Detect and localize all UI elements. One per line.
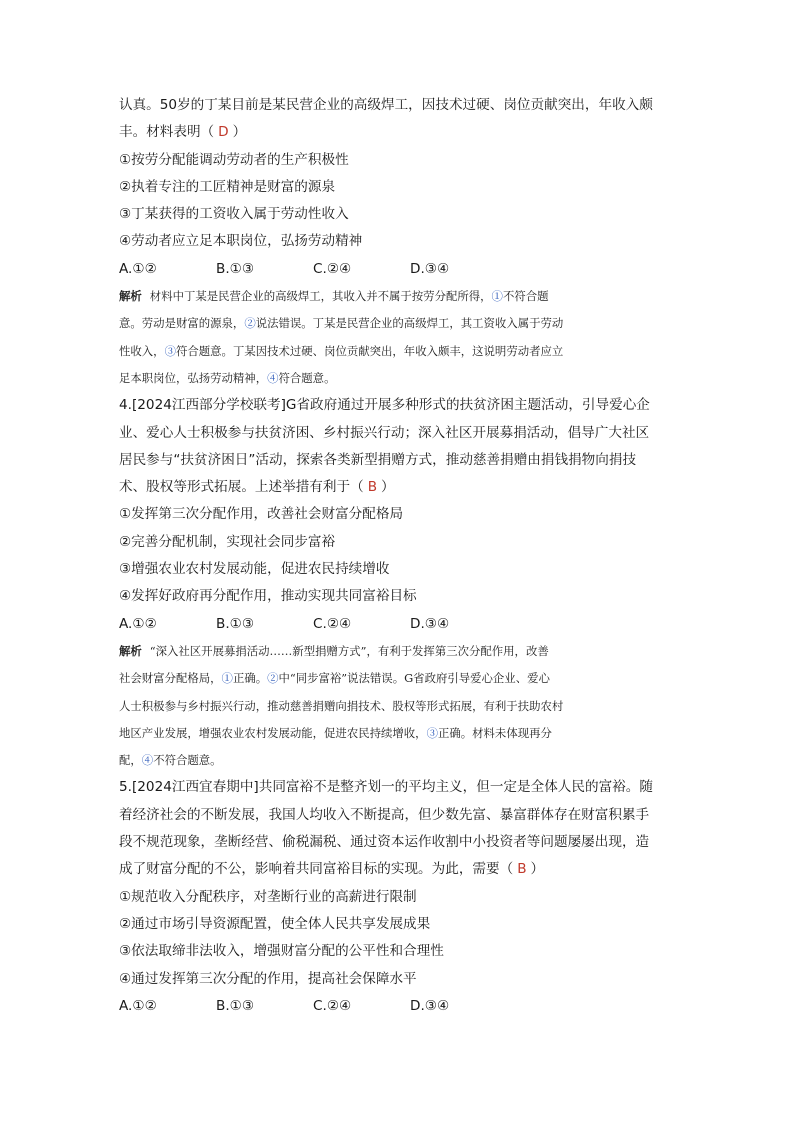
q3-choice-a: A.①② bbox=[119, 260, 157, 277]
q3-stem-text: 丰。材料表明（ bbox=[119, 124, 215, 141]
q5-choice-c: C.②④ bbox=[313, 997, 352, 1014]
q4-exp-text: 中“同步富裕”说法错误。G省政府引导爱心企业、爱心 bbox=[278, 671, 550, 686]
q5-choices bbox=[119, 993, 679, 1020]
q3-exp-mark: ③ bbox=[164, 343, 176, 358]
q3-option-1: ①按劳分配能调动劳动者的生产积极性 bbox=[119, 151, 349, 168]
q3-choice-c: C.②④ bbox=[313, 260, 352, 277]
q5-stem-close: ） bbox=[530, 861, 545, 878]
document-page bbox=[119, 92, 679, 1020]
q3-exp-text: 意。劳动是财富的源泉， bbox=[119, 316, 245, 331]
q3-exp-text: 足本职岗位，弘扬劳动精神， bbox=[119, 370, 268, 385]
q4-exp-text: “深入社区开展募捐活动……新型捐赠方式”，有利于发挥第三次分配作用，改善 bbox=[149, 643, 549, 658]
q5-stem-line-1: 5.[2024江西宜春期中]共同富裕不是整齐划一的平均主义，但一定是全体人民的富裕。随 bbox=[119, 779, 653, 796]
q3-exp-text: 不符合题 bbox=[502, 289, 549, 304]
q4-exp-text: 配， bbox=[119, 753, 142, 768]
q4-option-3: ③增强农业农村发展动能，促进农民持续增收 bbox=[119, 561, 390, 578]
q3-stem-close: ） bbox=[232, 124, 247, 141]
q4-explanation-line-4 bbox=[119, 720, 679, 747]
q3-option-2: ②执着专注的工匠精神是财富的源泉 bbox=[119, 178, 336, 195]
q3-choice-b: B.①③ bbox=[216, 260, 255, 277]
q3-exp-text: 材料中丁某是民营企业的高级焊工，其收入并不属于按劳分配所得， bbox=[149, 289, 492, 304]
q4-exp-text: 地区产业发展，增强农业农村发展动能，促进农民持续增收， bbox=[119, 725, 427, 740]
q3-explanation-line-2 bbox=[119, 310, 679, 337]
q4-exp-text: 社会财富分配格局， bbox=[119, 671, 222, 686]
q3-stem-line-2 bbox=[119, 119, 679, 146]
q3-exp-mark: ① bbox=[491, 289, 503, 304]
q5-choice-a: A.①② bbox=[119, 997, 157, 1014]
q5-stem-line-4 bbox=[119, 856, 679, 883]
q3-exp-mark: ④ bbox=[267, 370, 279, 385]
q4-choices bbox=[119, 611, 679, 638]
q3-option-3: ③丁某获得的工资收入属于劳动性收入 bbox=[119, 206, 349, 223]
q4-exp-text: 正确。材料未体现再分 bbox=[437, 725, 552, 740]
q3-exp-text: 符合题意。丁某因技术过硬、岗位贡献突出，年收入颇丰，这说明劳动者应立 bbox=[175, 343, 564, 358]
q3-exp-text: 说法错误。丁某是民营企业的高级焊工，其工资收入属于劳动 bbox=[255, 316, 564, 331]
q3-answer: D bbox=[218, 124, 229, 141]
q4-exp-mark: ① bbox=[221, 671, 233, 686]
q5-answer: B bbox=[517, 861, 527, 878]
q4-exp-text: 正确。 bbox=[232, 671, 268, 686]
q3-exp-text: 符合题意。 bbox=[278, 370, 336, 385]
q4-choice-a: A.①② bbox=[119, 615, 157, 632]
q5-choice-b: B.①③ bbox=[216, 997, 255, 1014]
q4-exp-mark: ④ bbox=[141, 753, 154, 768]
q3-explanation-line-4 bbox=[119, 365, 679, 392]
q5-option-1: ①规范收入分配秩序，对垄断行业的高薪进行限制 bbox=[119, 888, 417, 905]
q4-option-4: ④发挥好政府再分配作用，推动实现共同富裕目标 bbox=[119, 588, 417, 605]
q4-stem-close: ） bbox=[381, 479, 395, 496]
q4-explanation-label: 解析 bbox=[119, 643, 142, 658]
q3-explanation-line-3 bbox=[119, 338, 679, 365]
q3-exp-text: 性收入， bbox=[119, 343, 165, 358]
q4-stem-text: 术、股权等形式拓展。上述举措有利于（ bbox=[119, 479, 364, 496]
q4-choice-c: C.②④ bbox=[313, 615, 352, 632]
q4-explanation-line-1 bbox=[119, 638, 679, 665]
q4-explanation-line-3: 人士积极参与乡村振兴行动，推动慈善捐赠向捐技术、股权等形式拓展，有利于扶助农村 bbox=[119, 698, 564, 713]
q4-stem-line-2: 业、爱心人士积极参与扶贫济困、乡村振兴行动；深入社区开展募捐活动，倡导广大社区 bbox=[119, 424, 650, 441]
q5-option-3: ③依法取缔非法收入，增强财富分配的公平性和合理性 bbox=[119, 943, 444, 960]
q3-explanation-line-1 bbox=[119, 283, 679, 310]
q3-stem-line-1: 认真。50岁的丁某目前是某民营企业的高级焊工，因技术过硬、岗位贡献突出，年收入颇 bbox=[119, 97, 653, 113]
q4-option-2: ②完善分配机制，实现社会同步富裕 bbox=[119, 533, 336, 550]
q4-choice-d: D.③④ bbox=[410, 615, 450, 632]
q3-choice-d: D.③④ bbox=[410, 260, 450, 277]
q3-explanation-label: 解析 bbox=[119, 289, 142, 304]
q5-stem-text: 成了财富分配的不公，影响着共同富裕目标的实现。为此，需要（ bbox=[119, 861, 514, 878]
q4-answer: B bbox=[367, 479, 378, 496]
q4-exp-mark: ② bbox=[267, 671, 279, 686]
q4-explanation-line-5 bbox=[119, 747, 679, 774]
q4-option-1: ①发挥第三次分配作用，改善社会财富分配格局 bbox=[119, 506, 404, 523]
q4-stem-line-4 bbox=[119, 474, 679, 501]
q4-stem-line-1: 4.[2024江西部分学校联考]G省政府通过开展多种形式的扶贫济困主题活动，引导爱心企 bbox=[119, 397, 650, 414]
q3-choices bbox=[119, 256, 679, 283]
q3-option-4: ④劳动者应立足本职岗位，弘扬劳动精神 bbox=[119, 233, 363, 250]
q4-stem-line-3: 居民参与“扶贫济困日”活动，探索各类新型捐赠方式，推动慈善捐赠由捐钱捐物向捐技 bbox=[119, 451, 637, 468]
q5-stem-line-3: 段不规范现象，垄断经营、偷税漏税、通过资本运作收割中小投资者等问题屡屡出现，造 bbox=[119, 834, 650, 851]
q4-choice-b: B.①③ bbox=[216, 615, 255, 632]
q4-exp-text: 不符合题意。 bbox=[153, 753, 222, 768]
q3-exp-mark: ② bbox=[244, 316, 256, 331]
q5-stem-line-2: 着经济社会的不断发展，我国人均收入不断提高，但少数先富、暴富群体存在财富积累手 bbox=[119, 806, 650, 823]
q5-option-4: ④通过发挥第三次分配的作用，提高社会保障水平 bbox=[119, 970, 417, 987]
q4-exp-mark: ③ bbox=[426, 725, 438, 740]
q4-explanation-line-2 bbox=[119, 665, 679, 692]
q5-choice-d: D.③④ bbox=[410, 997, 450, 1014]
q5-option-2: ②通过市场引导资源配置，使全体人民共享发展成果 bbox=[119, 915, 431, 932]
